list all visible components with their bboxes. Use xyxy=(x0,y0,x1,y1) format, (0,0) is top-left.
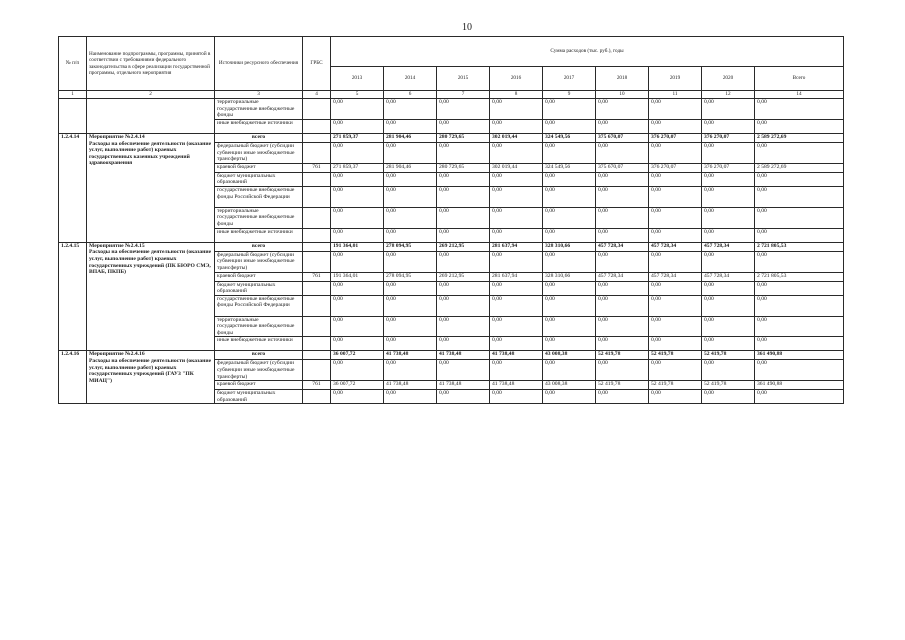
amount-year: 278 094,95 xyxy=(384,242,437,251)
header-year: 2014 xyxy=(384,67,437,91)
amount-year: 0,00 xyxy=(596,337,649,351)
amount-year: 457 728,34 xyxy=(649,272,702,281)
grbs-code xyxy=(303,360,331,381)
column-number: 10 xyxy=(596,91,649,99)
funding-source: всего xyxy=(215,351,303,360)
amount-year: 324 549,56 xyxy=(543,133,596,142)
column-number: 2 xyxy=(87,91,215,99)
amount-year: 376 270,07 xyxy=(649,163,702,172)
page-number: 10 xyxy=(462,22,472,33)
amount-year: 0,00 xyxy=(596,186,649,207)
event-description: Расходы на обеспечение деятельности (оказание услуг, выполнение работ) краевых государственных учреждений (ГАУЗ "ПК МИАЦ") xyxy=(89,358,212,384)
amount-year: 0,00 xyxy=(437,228,490,242)
amount-year: 0,00 xyxy=(490,207,543,228)
amount-year: 0,00 xyxy=(437,295,490,316)
amount-total: 2 721 805,53 xyxy=(755,272,844,281)
amount-year: 52 419,78 xyxy=(702,351,755,360)
grbs-code xyxy=(303,351,331,360)
amount-year: 0,00 xyxy=(437,281,490,295)
amount-year: 0,00 xyxy=(437,360,490,381)
amount-year: 0,00 xyxy=(384,207,437,228)
amount-year: 0,00 xyxy=(649,360,702,381)
table-row-total xyxy=(59,133,844,142)
amount-year: 0,00 xyxy=(702,251,755,272)
amount-year: 0,00 xyxy=(649,295,702,316)
amount-year: 281 637,94 xyxy=(490,242,543,251)
amount-year: 0,00 xyxy=(543,295,596,316)
amount-year: 0,00 xyxy=(490,186,543,207)
grbs-code xyxy=(303,295,331,316)
amount-year: 0,00 xyxy=(543,390,596,404)
amount-year: 0,00 xyxy=(490,316,543,337)
amount-year: 457 728,34 xyxy=(596,242,649,251)
amount-year: 0,00 xyxy=(331,337,384,351)
amount-year: 0,00 xyxy=(702,316,755,337)
amount-year: 0,00 xyxy=(543,99,596,120)
event-name xyxy=(87,99,215,134)
header-year: 2020 xyxy=(702,67,755,91)
funding-source: иные внебюджетные источники xyxy=(215,119,303,133)
grbs-code: 761 xyxy=(303,163,331,172)
funding-source: территориальные государственные внебюджетные фонды xyxy=(215,207,303,228)
amount-year: 0,00 xyxy=(331,316,384,337)
amount-year: 0,00 xyxy=(437,390,490,404)
funding-source: всего xyxy=(215,133,303,142)
amount-year: 0,00 xyxy=(384,99,437,120)
header-code: № п/п xyxy=(59,37,87,91)
amount-year: 302 019,44 xyxy=(490,163,543,172)
grbs-code xyxy=(303,337,331,351)
amount-year: 376 270,07 xyxy=(702,163,755,172)
amount-year: 375 670,07 xyxy=(596,163,649,172)
grbs-code: 761 xyxy=(303,381,331,390)
amount-year: 0,00 xyxy=(384,119,437,133)
amount-year: 0,00 xyxy=(437,251,490,272)
amount-year: 0,00 xyxy=(490,360,543,381)
amount-year: 375 670,07 xyxy=(596,133,649,142)
amount-total: 0,00 xyxy=(755,119,844,133)
amount-year: 0,00 xyxy=(702,281,755,295)
amount-year: 41 738,48 xyxy=(384,381,437,390)
grbs-code xyxy=(303,207,331,228)
amount-year: 0,00 xyxy=(543,172,596,186)
amount-year: 324 549,56 xyxy=(543,163,596,172)
column-number: 7 xyxy=(437,91,490,99)
table-row-total xyxy=(59,242,844,251)
funding-source: территориальные государственные внебюджетные фонды xyxy=(215,316,303,337)
amount-year: 0,00 xyxy=(702,99,755,120)
budget-table-sheet xyxy=(58,36,843,404)
amount-year: 0,00 xyxy=(543,281,596,295)
grbs-code xyxy=(303,142,331,163)
funding-source: краевой бюджет xyxy=(215,381,303,390)
funding-source: иные внебюджетные источники xyxy=(215,228,303,242)
amount-year: 0,00 xyxy=(702,295,755,316)
amount-year: 0,00 xyxy=(543,119,596,133)
header-year: 2015 xyxy=(437,67,490,91)
budget-table xyxy=(58,36,844,404)
amount-year: 302 019,44 xyxy=(490,133,543,142)
amount-year: 43 008,38 xyxy=(543,351,596,360)
amount-total: 2 589 272,69 xyxy=(755,163,844,172)
amount-year: 191 364,01 xyxy=(331,242,384,251)
amount-year: 281 904,46 xyxy=(384,163,437,172)
header-year: 2018 xyxy=(596,67,649,91)
amount-year: 0,00 xyxy=(702,360,755,381)
amount-year: 0,00 xyxy=(649,316,702,337)
amount-total: 0,00 xyxy=(755,360,844,381)
amount-year: 0,00 xyxy=(596,390,649,404)
amount-year: 0,00 xyxy=(331,119,384,133)
amount-year: 0,00 xyxy=(437,172,490,186)
amount-year: 0,00 xyxy=(702,142,755,163)
amount-year: 0,00 xyxy=(702,337,755,351)
amount-year: 0,00 xyxy=(649,186,702,207)
amount-year: 457 728,34 xyxy=(596,272,649,281)
amount-year: 191 364,01 xyxy=(331,272,384,281)
amount-year: 0,00 xyxy=(384,390,437,404)
amount-year: 0,00 xyxy=(490,99,543,120)
amount-year: 43 008,38 xyxy=(543,381,596,390)
funding-source: государственные внебюджетные фонды Российской Федерации xyxy=(215,186,303,207)
header-grbs: ГРБС xyxy=(303,37,331,91)
funding-source: краевой бюджет xyxy=(215,272,303,281)
amount-year: 0,00 xyxy=(596,281,649,295)
amount-year: 0,00 xyxy=(331,207,384,228)
amount-year: 0,00 xyxy=(490,142,543,163)
amount-year: 0,00 xyxy=(702,228,755,242)
event-description: Расходы на обеспечение деятельности (оказание услуг, выполнение работ) краевых государственных казенных учреждений здравоохранения xyxy=(89,140,212,167)
amount-year: 36 007,72 xyxy=(331,351,384,360)
funding-source: иные внебюджетные источники xyxy=(215,337,303,351)
amount-year: 281 637,94 xyxy=(490,272,543,281)
funding-source: бюджет муниципальных образований xyxy=(215,390,303,404)
amount-total: 361 490,88 xyxy=(755,351,844,360)
amount-year: 0,00 xyxy=(649,99,702,120)
amount-year: 41 738,48 xyxy=(490,381,543,390)
amount-year: 0,00 xyxy=(702,207,755,228)
column-number: 6 xyxy=(384,91,437,99)
amount-year: 328 310,66 xyxy=(543,242,596,251)
amount-year: 0,00 xyxy=(543,360,596,381)
grbs-code xyxy=(303,172,331,186)
amount-year: 269 212,95 xyxy=(437,272,490,281)
amount-total: 361 490,88 xyxy=(755,381,844,390)
amount-year: 0,00 xyxy=(437,119,490,133)
amount-year: 0,00 xyxy=(490,119,543,133)
amount-year: 0,00 xyxy=(490,251,543,272)
amount-total: 0,00 xyxy=(755,172,844,186)
header-spending: Сумма расходов (тыс. руб.), годы xyxy=(331,37,844,67)
amount-year: 0,00 xyxy=(331,99,384,120)
amount-total: 0,00 xyxy=(755,281,844,295)
header-year: 2013 xyxy=(331,67,384,91)
amount-year: 0,00 xyxy=(384,360,437,381)
amount-year: 0,00 xyxy=(702,172,755,186)
amount-year: 280 729,65 xyxy=(437,163,490,172)
column-number: 3 xyxy=(215,91,303,99)
amount-year: 0,00 xyxy=(331,281,384,295)
column-number: 11 xyxy=(649,91,702,99)
amount-year: 36 007,72 xyxy=(331,381,384,390)
amount-total: 0,00 xyxy=(755,99,844,120)
amount-year: 0,00 xyxy=(331,295,384,316)
amount-year: 376 270,07 xyxy=(702,133,755,142)
grbs-code: 761 xyxy=(303,272,331,281)
amount-total: 0,00 xyxy=(755,228,844,242)
amount-year: 52 419,78 xyxy=(649,351,702,360)
amount-year: 0,00 xyxy=(596,316,649,337)
amount-year: 0,00 xyxy=(437,207,490,228)
event-title: Мероприятие №2.4.14 xyxy=(89,133,145,140)
funding-source: государственные внебюджетные фонды Российской Федерации xyxy=(215,295,303,316)
amount-year: 0,00 xyxy=(331,142,384,163)
column-number: 14 xyxy=(755,91,844,99)
header-year: Всего xyxy=(755,67,844,91)
amount-year: 0,00 xyxy=(702,390,755,404)
amount-year: 0,00 xyxy=(437,337,490,351)
amount-year: 0,00 xyxy=(543,186,596,207)
amount-total: 2 721 805,53 xyxy=(755,242,844,251)
amount-total: 0,00 xyxy=(755,251,844,272)
event-code: 1.2.4.16 xyxy=(59,351,87,404)
amount-year: 0,00 xyxy=(543,207,596,228)
amount-year: 457 728,34 xyxy=(702,272,755,281)
amount-year: 0,00 xyxy=(596,142,649,163)
funding-source: бюджет муниципальных образований xyxy=(215,172,303,186)
amount-year: 0,00 xyxy=(331,390,384,404)
amount-year: 0,00 xyxy=(543,228,596,242)
amount-year: 280 729,65 xyxy=(437,133,490,142)
amount-year: 271 859,37 xyxy=(331,133,384,142)
amount-year: 0,00 xyxy=(490,295,543,316)
column-number: 1 xyxy=(59,91,87,99)
grbs-code xyxy=(303,251,331,272)
amount-year: 0,00 xyxy=(331,228,384,242)
amount-total: 0,00 xyxy=(755,337,844,351)
funding-source: территориальные государственные внебюджетные фонды xyxy=(215,99,303,120)
amount-total: 0,00 xyxy=(755,316,844,337)
header-year: 2017 xyxy=(543,67,596,91)
amount-year: 0,00 xyxy=(649,119,702,133)
amount-year: 0,00 xyxy=(649,337,702,351)
grbs-code xyxy=(303,316,331,337)
amount-total: 0,00 xyxy=(755,142,844,163)
event-code: 1.2.4.14 xyxy=(59,133,87,242)
amount-total: 0,00 xyxy=(755,295,844,316)
header-year: 2019 xyxy=(649,67,702,91)
funding-source: федеральный бюджет (субсидии субвенции иные межбюджетные трансферты) xyxy=(215,360,303,381)
event-name xyxy=(87,133,215,242)
amount-year: 0,00 xyxy=(596,99,649,120)
amount-year: 0,00 xyxy=(384,281,437,295)
amount-total: 0,00 xyxy=(755,207,844,228)
table-body xyxy=(59,99,844,404)
amount-year: 0,00 xyxy=(490,228,543,242)
event-code: 1.2.4.15 xyxy=(59,242,87,351)
grbs-code xyxy=(303,99,331,120)
amount-year: 457 728,34 xyxy=(702,242,755,251)
amount-year: 0,00 xyxy=(384,172,437,186)
amount-year: 0,00 xyxy=(649,228,702,242)
amount-total: 0,00 xyxy=(755,186,844,207)
header-source: Источники ресурсного обеспечения xyxy=(215,37,303,91)
amount-year: 0,00 xyxy=(649,172,702,186)
amount-year: 0,00 xyxy=(490,390,543,404)
amount-year: 41 738,48 xyxy=(437,381,490,390)
amount-year: 457 728,34 xyxy=(649,242,702,251)
amount-year: 0,00 xyxy=(331,186,384,207)
table-row xyxy=(59,99,844,120)
amount-year: 269 212,95 xyxy=(437,242,490,251)
amount-year: 0,00 xyxy=(384,337,437,351)
amount-year: 0,00 xyxy=(437,186,490,207)
grbs-code xyxy=(303,281,331,295)
amount-year: 0,00 xyxy=(331,251,384,272)
amount-year: 0,00 xyxy=(649,281,702,295)
funding-source: краевой бюджет xyxy=(215,163,303,172)
amount-year: 0,00 xyxy=(702,186,755,207)
table-row-total xyxy=(59,351,844,360)
amount-year: 52 419,78 xyxy=(649,381,702,390)
event-code xyxy=(59,99,87,134)
amount-year: 278 094,95 xyxy=(384,272,437,281)
column-number: 5 xyxy=(331,91,384,99)
column-number: 9 xyxy=(543,91,596,99)
amount-year: 0,00 xyxy=(437,316,490,337)
header-year: 2016 xyxy=(490,67,543,91)
event-title: Мероприятие №2.4.15 xyxy=(89,242,145,249)
amount-year: 41 738,48 xyxy=(437,351,490,360)
amount-year: 0,00 xyxy=(543,337,596,351)
amount-year: 0,00 xyxy=(384,316,437,337)
amount-year: 281 904,46 xyxy=(384,133,437,142)
column-number: 4 xyxy=(303,91,331,99)
amount-year: 0,00 xyxy=(596,360,649,381)
amount-year: 0,00 xyxy=(543,142,596,163)
amount-total: 0,00 xyxy=(755,390,844,404)
amount-year: 0,00 xyxy=(596,119,649,133)
amount-year: 0,00 xyxy=(384,228,437,242)
grbs-code xyxy=(303,186,331,207)
table-header xyxy=(59,37,844,99)
event-name xyxy=(87,351,215,404)
amount-year: 0,00 xyxy=(384,142,437,163)
amount-year: 0,00 xyxy=(649,142,702,163)
column-number: 12 xyxy=(702,91,755,99)
amount-year: 271 859,37 xyxy=(331,163,384,172)
amount-year: 0,00 xyxy=(649,251,702,272)
amount-year: 0,00 xyxy=(596,207,649,228)
funding-source: федеральный бюджет (субсидии субвенции иные межбюджетные трансферты) xyxy=(215,251,303,272)
amount-year: 41 738,48 xyxy=(384,351,437,360)
column-number: 8 xyxy=(490,91,543,99)
amount-year: 0,00 xyxy=(543,316,596,337)
grbs-code xyxy=(303,242,331,251)
amount-year: 0,00 xyxy=(596,228,649,242)
amount-year: 52 419,78 xyxy=(596,351,649,360)
amount-year: 0,00 xyxy=(384,295,437,316)
amount-year: 0,00 xyxy=(437,99,490,120)
amount-year: 0,00 xyxy=(437,142,490,163)
grbs-code xyxy=(303,390,331,404)
amount-year: 0,00 xyxy=(543,251,596,272)
funding-source: федеральный бюджет (субсидии субвенции иные межбюджетные трансферты) xyxy=(215,142,303,163)
amount-year: 328 310,66 xyxy=(543,272,596,281)
amount-year: 0,00 xyxy=(384,186,437,207)
grbs-code xyxy=(303,119,331,133)
amount-total: 2 589 272,69 xyxy=(755,133,844,142)
amount-year: 41 738,48 xyxy=(490,351,543,360)
amount-year: 0,00 xyxy=(649,390,702,404)
header-name: Наименование подпрограммы, программы, принятой в соответствии с требованиями федерального законодательства в сфере реализации государственной программы, отдельного мероприятия xyxy=(87,37,215,91)
event-description: Расходы на обеспечение деятельности (оказание услуг, выполнение работ) краевых государственных учреждений (ПК БЮРО СМЭ, ВПАБ, ПКПБ) xyxy=(89,249,212,276)
amount-year: 0,00 xyxy=(384,251,437,272)
amount-year: 0,00 xyxy=(331,360,384,381)
amount-year: 0,00 xyxy=(490,281,543,295)
amount-year: 0,00 xyxy=(596,251,649,272)
amount-year: 0,00 xyxy=(596,172,649,186)
amount-year: 52 419,78 xyxy=(702,381,755,390)
amount-year: 0,00 xyxy=(490,337,543,351)
event-title: Мероприятие №2.4.16 xyxy=(89,351,145,358)
grbs-code xyxy=(303,228,331,242)
amount-year: 0,00 xyxy=(331,172,384,186)
amount-year: 0,00 xyxy=(490,172,543,186)
amount-year: 0,00 xyxy=(596,295,649,316)
amount-year: 0,00 xyxy=(649,207,702,228)
funding-source: бюджет муниципальных образований xyxy=(215,281,303,295)
amount-year: 376 270,07 xyxy=(649,133,702,142)
grbs-code xyxy=(303,133,331,142)
funding-source: всего xyxy=(215,242,303,251)
amount-year: 0,00 xyxy=(702,119,755,133)
amount-year: 52 419,78 xyxy=(596,381,649,390)
event-name xyxy=(87,242,215,351)
